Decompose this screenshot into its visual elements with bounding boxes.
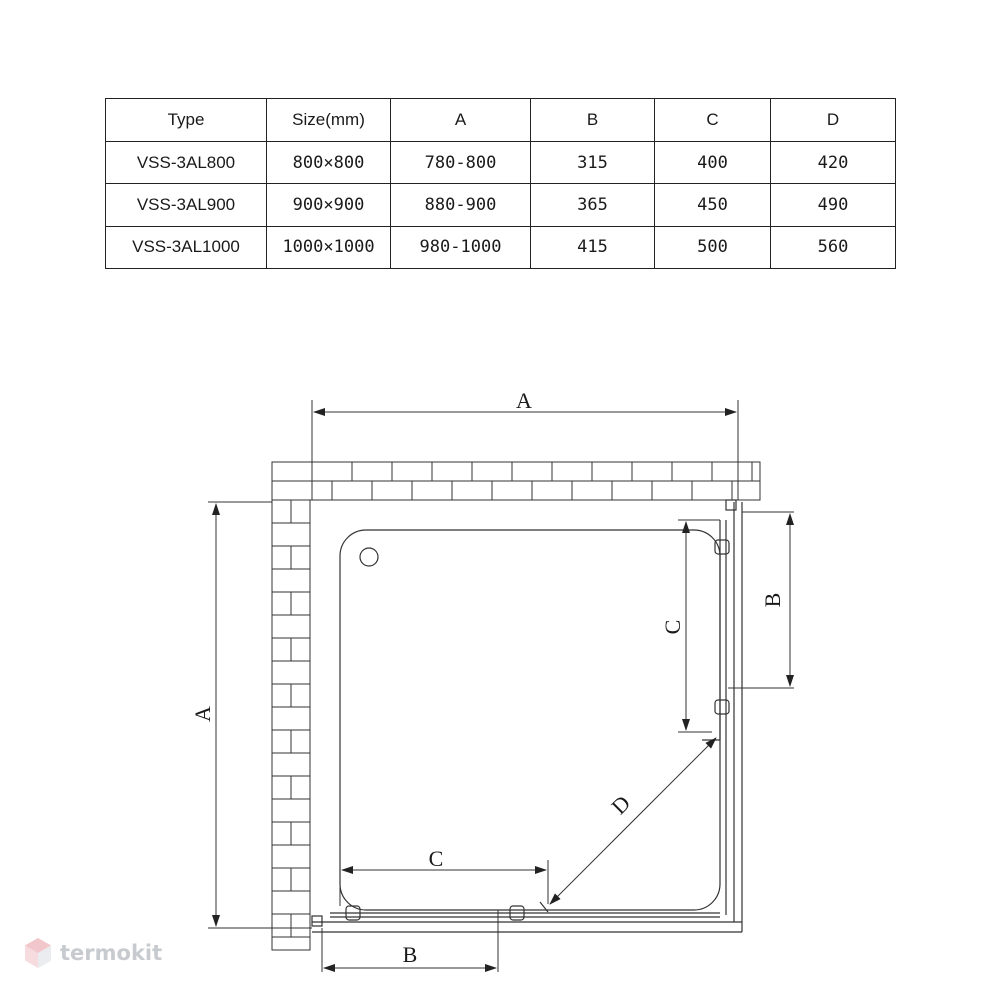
dimension-a-left	[208, 502, 312, 928]
cell-type: VSS-3AL800	[106, 142, 267, 184]
cell-size: 800×800	[267, 142, 391, 184]
enclosure-frame	[312, 500, 742, 932]
cell-b: 415	[531, 226, 655, 268]
roller-icon	[715, 700, 729, 714]
label-a-left: A	[190, 706, 215, 722]
cell-d: 560	[771, 226, 896, 268]
cell-b: 315	[531, 142, 655, 184]
cell-d: 420	[771, 142, 896, 184]
label-a-top: A	[516, 388, 532, 413]
drain-icon	[360, 548, 378, 566]
cell-c: 400	[655, 142, 771, 184]
cell-type: VSS-3AL900	[106, 184, 267, 226]
cell-type: VSS-3AL1000	[106, 226, 267, 268]
header-type: Type	[106, 99, 267, 142]
shower-tray	[340, 530, 720, 910]
hexagon-logo-icon	[24, 937, 52, 969]
cell-b: 365	[531, 184, 655, 226]
cell-d: 490	[771, 184, 896, 226]
roller-icon	[715, 540, 729, 554]
left-brick-wall	[272, 500, 310, 950]
cell-size: 1000×1000	[267, 226, 391, 268]
dimension-c-bottom	[340, 860, 548, 906]
label-c-right: C	[660, 619, 685, 635]
header-c: C	[655, 99, 771, 142]
cell-c: 450	[655, 184, 771, 226]
watermark	[24, 937, 162, 969]
cell-a: 880-900	[391, 184, 531, 226]
cell-a: 980-1000	[391, 226, 531, 268]
label-b-bottom: B	[402, 942, 418, 967]
label-d: D	[606, 790, 636, 820]
dimension-a-top	[312, 400, 738, 500]
header-d: D	[771, 99, 896, 142]
label-c-bottom: C	[428, 846, 444, 871]
watermark-text: termokit	[60, 941, 163, 965]
label-b-right: B	[760, 592, 785, 608]
header-a: A	[391, 99, 531, 142]
header-size: Size(mm)	[267, 99, 391, 142]
cell-a: 780-800	[391, 142, 531, 184]
cell-size: 900×900	[267, 184, 391, 226]
header-b: B	[531, 99, 655, 142]
cell-c: 500	[655, 226, 771, 268]
top-brick-wall	[272, 462, 760, 500]
dimension-d-diagonal	[550, 738, 716, 904]
